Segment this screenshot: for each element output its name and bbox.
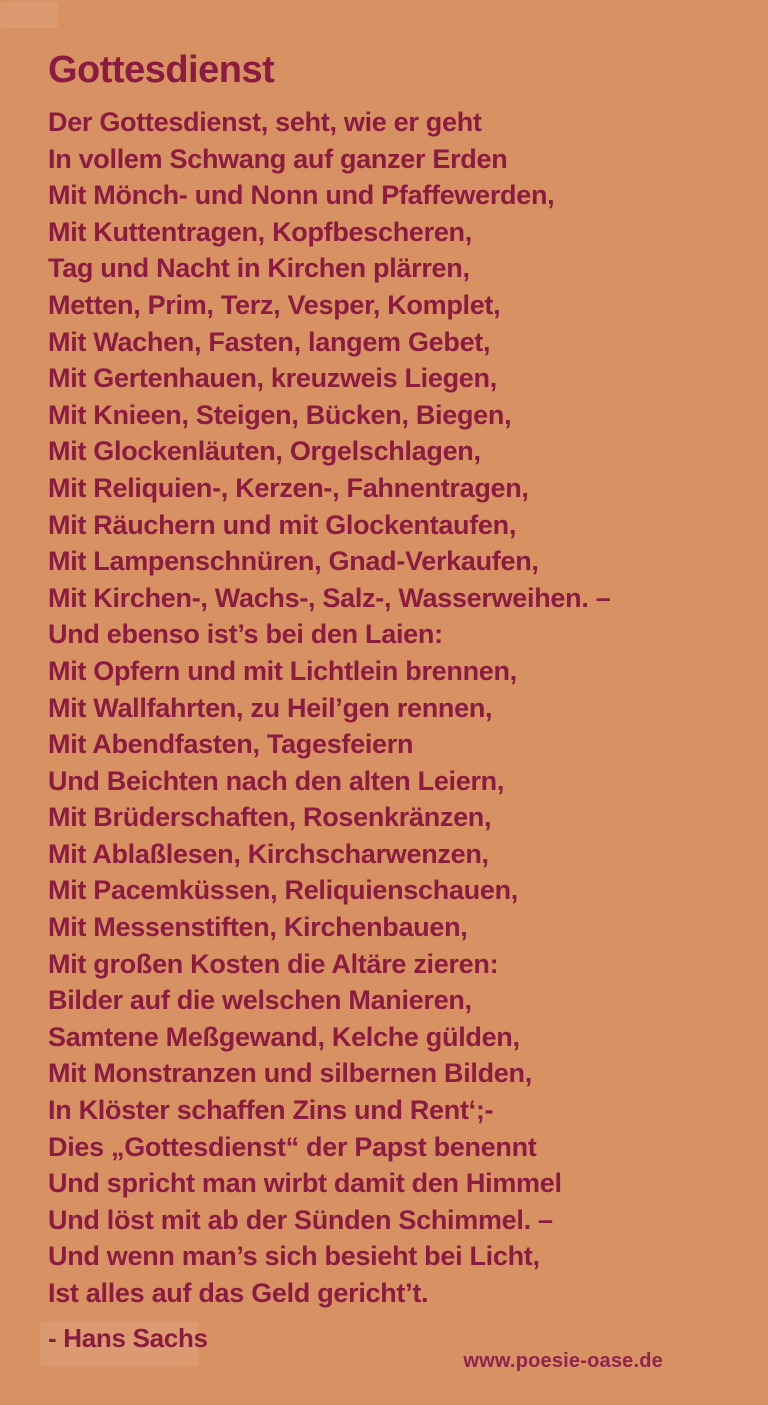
poem-line: Tag und Nacht in Kirchen plärren, [48,253,470,284]
poem-line: Mit Reliquien-, Kerzen-, Fahnentragen, [48,472,529,503]
poem-line: Mit großen Kosten die Altäre zieren: [48,948,499,979]
poem-title: Gottesdienst [48,49,275,91]
poem-line: In Klöster schaffen Zins und Rent‘;- [48,1095,494,1126]
website-watermark: www.poesie-oase.de [463,1350,663,1372]
poem-line: Mit Wallfahrten, zu Heil’gen rennen, [48,692,493,723]
poem-line: Mit Ablaßlesen, Kirchscharwenzen, [48,838,489,869]
poem-line: Ist alles auf das Geld gericht’t. [48,1278,429,1308]
poem-line: Dies „Gottesdienst“ der Papst benennt [48,1131,537,1162]
poem-line: Mit Pacemküssen, Reliquienschauen, [48,875,518,906]
poem-line: Mit Gertenhauen, kreuzweis Liegen, [48,363,497,394]
poem-line: In vollem Schwang auf ganzer Erden [48,143,508,174]
poem-line: Mit Lampenschnüren, Gnad-Verkaufen, [48,546,539,577]
poem-line: Mit Glockenläuten, Orgelschlagen, [48,436,481,467]
poem-line: Mit Wachen, Fasten, langem Gebet, [48,326,491,357]
poem-line: Mit Messenstiften, Kirchenbauen, [48,912,468,943]
poem-line: Mit Kirchen-, Wachs-, Salz-, Wasserweihen. – [48,582,611,613]
background-artifact [0,2,58,28]
poem-line: Der Gottesdienst, seht, wie er geht [48,107,482,137]
poem-line: Mit Mönch- und Nonn und Pfaffewerden, [48,180,555,211]
poem-line: Mit Brüderschaften, Rosenkränzen, [48,802,492,833]
poem-line: Metten, Prim, Terz, Vesper, Komplet, [48,289,501,320]
poem-line: Samtene Meßgewand, Kelche gülden, [48,1021,520,1052]
poem-line: Und Beichten nach den alten Leiern, [48,765,505,796]
poem-line: Mit Knieen, Steigen, Bücken, Biegen, [48,399,512,430]
poem-line: Mit Kuttentragen, Kopfbescheren, [48,216,472,247]
poem-author: - Hans Sachs [48,1323,208,1353]
poem-line: Und wenn man’s sich besieht bei Licht, [48,1241,540,1272]
poem-line: Mit Monstranzen und silbernen Bilden, [48,1058,532,1089]
poem-line: Mit Abendfasten, Tagesfeiern [48,729,414,760]
poem-line: Und ebenso ist’s bei den Laien: [48,619,443,650]
poem-body [48,104,610,1312]
poem-line: Mit Räuchern und mit Glockentaufen, [48,509,517,540]
poem-line: Bilder auf die welschen Manieren, [48,985,472,1016]
poem-line: Und spricht man wirbt damit den Himmel [48,1168,562,1199]
poem-line: Und löst mit ab der Sünden Schimmel. – [48,1204,553,1235]
poem-line: Mit Opfern und mit Lichtlein brennen, [48,655,517,686]
